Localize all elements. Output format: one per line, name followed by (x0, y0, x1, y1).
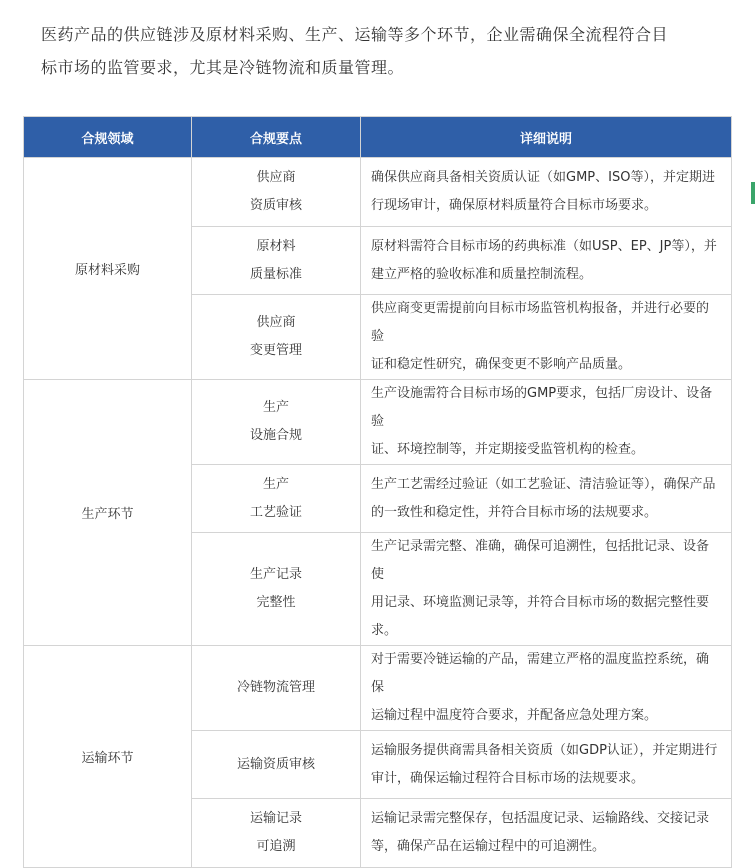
detail-cell (361, 158, 732, 227)
point-line: 运输记录 (249, 811, 302, 826)
point-cell (192, 646, 361, 731)
detail-line: 对于需要冷链运输的产品，需建立严格的温度监控系统，确保 (371, 652, 710, 695)
detail-line: 生产设施需符合目标市场的GMP要求，包括厂房设计、设备验 (371, 386, 713, 429)
point-cell (192, 731, 361, 799)
point-cell (192, 380, 361, 465)
area-cell: 原材料采购 (24, 158, 192, 380)
point-line: 生产 (262, 400, 289, 415)
detail-cell (361, 380, 732, 465)
side-edge-marker (751, 182, 755, 204)
header-area: 合规领域 (24, 117, 192, 158)
detail-line: 行现场审计，确保原材料质量符合目标市场要求。 (371, 198, 658, 213)
point-line: 生产记录 (249, 567, 302, 582)
detail-cell (361, 799, 732, 868)
detail-line: 建立严格的验收标准和质量控制流程。 (371, 266, 593, 282)
point-line: 变更管理 (249, 343, 302, 358)
point-line: 生产 (262, 476, 289, 492)
point-line: 运输资质审核 (236, 756, 315, 772)
table-row (24, 646, 732, 731)
detail-line: 证和稳定性研究，确保变更不影响产品质量。 (371, 357, 632, 372)
detail-cell (361, 646, 732, 731)
point-line: 质量标准 (249, 266, 302, 282)
compliance-table (23, 116, 732, 868)
detail-line: 原材料需符合目标市场的药典标准（如USP、EP、JP等），并 (371, 238, 717, 254)
point-line: 设施合规 (249, 428, 302, 443)
point-cell (192, 799, 361, 868)
detail-line: 生产工艺需经过验证（如工艺验证、清洁验证等），确保产品 (371, 476, 716, 492)
detail-line: 运输记录需完整保存，包括温度记录、运输路线、交接记录 (371, 811, 710, 826)
point-line: 完整性 (256, 595, 296, 610)
detail-cell (361, 227, 732, 295)
point-line: 工艺验证 (249, 504, 302, 520)
detail-line: 供应商变更需提前向目标市场监管机构报备，并进行必要的验 (371, 301, 710, 344)
point-cell (192, 295, 361, 380)
table-row (24, 158, 732, 227)
detail-line: 生产记录需完整、准确，确保可追溯性，包括批记录、设备使 (371, 539, 710, 582)
table-header-row (24, 117, 732, 158)
point-cell (192, 227, 361, 295)
point-line: 原材料 (256, 238, 296, 254)
detail-cell (361, 465, 732, 533)
detail-line: 证、环境控制等，并定期接受监管机构的检查。 (371, 442, 645, 457)
intro-paragraph (41, 18, 731, 84)
area-cell: 运输环节 (24, 646, 192, 868)
table-row (24, 380, 732, 465)
header-point: 合规要点 (192, 117, 361, 158)
detail-line: 等，确保产品在运输过程中的可追溯性。 (371, 839, 606, 854)
detail-line: 的一致性和稳定性，并符合目标市场的法规要求。 (371, 504, 658, 520)
point-line: 冷链物流管理 (236, 680, 315, 695)
detail-line: 确保供应商具备相关资质认证（如GMP、ISO等），并定期进 (371, 170, 715, 185)
header-detail: 详细说明 (361, 117, 732, 158)
detail-cell (361, 731, 732, 799)
point-line: 供应商 (256, 170, 296, 185)
point-line: 资质审核 (249, 198, 302, 213)
intro-line: 标市场的监管要求，尤其是冷链物流和质量管理。 (41, 58, 405, 77)
detail-line: 审计，确保运输过程符合目标市场的法规要求。 (371, 770, 645, 786)
point-cell (192, 465, 361, 533)
area-cell: 生产环节 (24, 380, 192, 646)
detail-line: 求。 (371, 623, 398, 638)
point-line: 供应商 (256, 315, 296, 330)
detail-cell (361, 533, 732, 646)
point-cell (192, 158, 361, 227)
detail-cell (361, 295, 732, 380)
detail-line: 用记录、环境监测记录等，并符合目标市场的数据完整性要 (371, 595, 710, 610)
intro-line: 医药产品的供应链涉及原材料采购、生产、运输等多个环节，企业需确保全流程符合目 (41, 25, 669, 44)
point-line: 可追溯 (256, 839, 296, 854)
detail-line: 运输服务提供商需具备相关资质（如GDP认证），并定期进行 (371, 742, 718, 758)
detail-line: 运输过程中温度符合要求，并配备应急处理方案。 (371, 708, 658, 723)
point-cell (192, 533, 361, 646)
